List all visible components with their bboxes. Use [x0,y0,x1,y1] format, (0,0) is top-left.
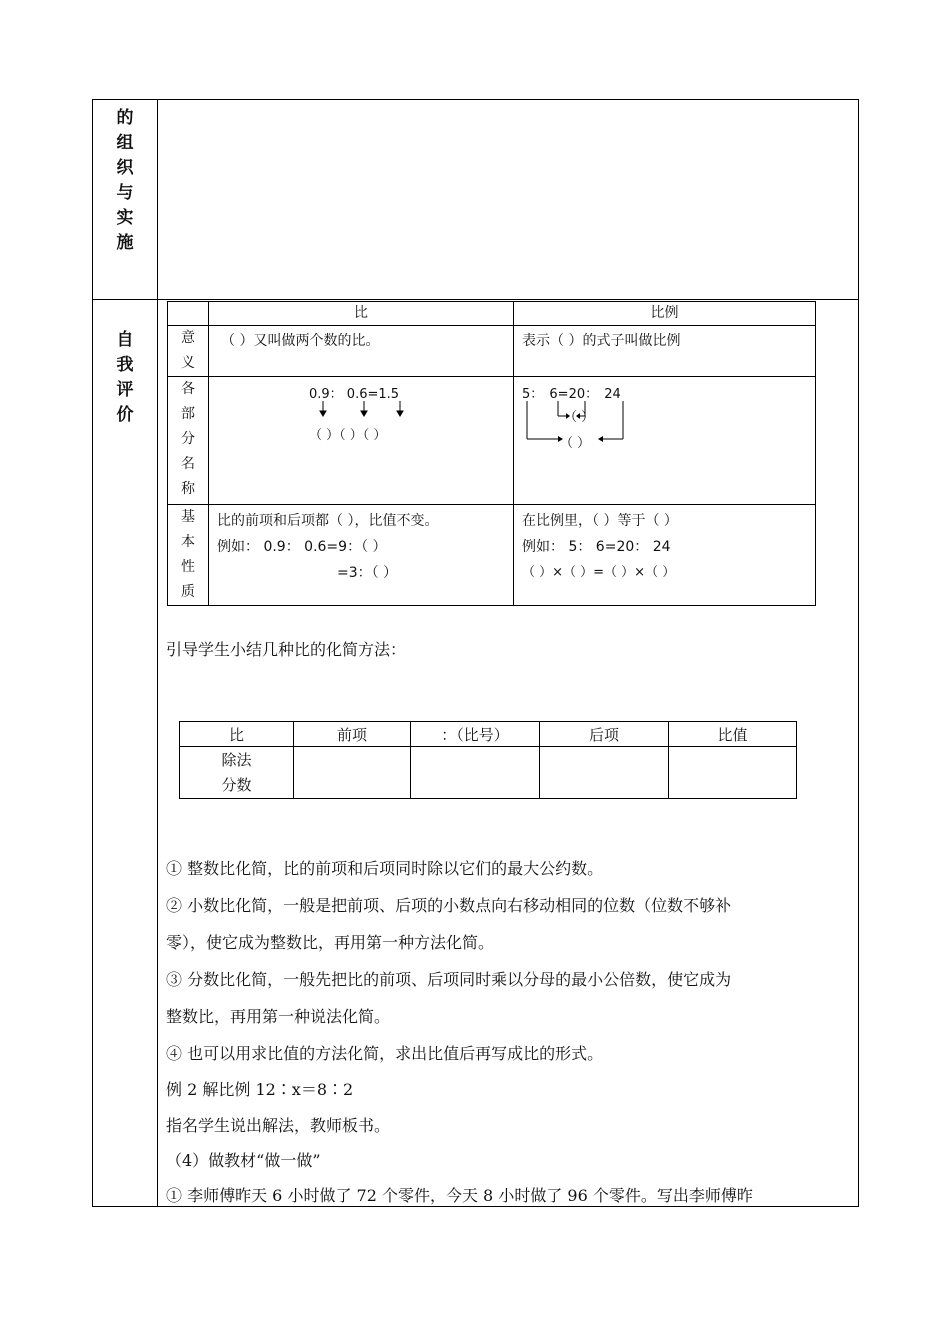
label-char: 质 [181,584,195,600]
parts-bi [209,377,514,505]
label-char: 性 [181,559,195,575]
header-bi: 比 [209,302,514,326]
property-bili-line: 在比例里，（ ）等于（ ） [522,513,678,529]
ratio-terms-table [179,721,797,799]
side-char: 价 [116,405,134,425]
header-empty-cell [168,302,209,326]
paragraph: 指名学生说出解法，教师板书。 [166,1116,391,1135]
side-char: 实 [116,208,134,228]
label-char: 基 [181,509,195,525]
side-char: 自 [116,330,134,350]
side-char: 织 [116,158,134,178]
header-ratio-sign: ：（比号） [411,722,540,747]
header-ratio-value: 比值 [669,722,797,747]
parts-blanks: （ ）（ ）（ ） [309,428,387,443]
column-divider [157,100,158,1206]
row-label-cell [180,747,294,799]
label-char: 部 [181,406,195,422]
header-ratio: 比 [180,722,294,747]
meaning-bili: 表示（ ）的式子叫做比例 [514,326,816,377]
paragraph: 例 2 解比例 12∶x＝8∶2 [166,1080,354,1099]
label-char: 分 [181,431,195,447]
side-char: 组 [116,133,134,153]
property-bi-line: 例如： 0.9： 0.6=9：（ ） [217,539,387,555]
side-char: 施 [116,233,134,253]
paragraph: ③ 分数比化简，一般先把比的前项、后项同时乘以分母的最小公倍数，使它成为 [166,970,732,989]
intro-text: 引导学生小结几种比的化简方法： [166,640,407,659]
empty-cell [294,747,411,799]
paragraph: ① 整数比化简，比的前项和后项同时除以它们的最大公约数。 [166,859,604,878]
row-label-division: 除法 [221,750,252,769]
section-label-self-evaluation [93,328,157,428]
row-label-fraction: 分数 [221,775,252,794]
header-bili: 比例 [514,302,816,326]
paragraph: （4）做教材“做一做” [166,1151,321,1170]
ratio-proportion-table [167,301,816,606]
side-char: 我 [116,355,134,375]
paragraph: ② 小数比化简，一般是把前项、后项的小数点向右移动相同的位数（位数不够补 [166,896,732,915]
row-divider [93,299,858,300]
paragraph: 整数比，再用第一种说法化简。 [166,1007,391,1026]
label-char: 名 [181,456,195,472]
parts-bili [514,377,816,505]
meaning-bi: （ ）又叫做两个数的比。 [209,326,514,377]
property-bili-line: 例如： 5： 6=20： 24 [522,539,671,555]
paragraph: ① 李师傅昨天 6 小时做了 72 个零件，今天 8 小时做了 96 个零件。写出李师傅昨 [166,1186,753,1205]
paragraph: ④ 也可以用求比值的方法化简，求出比值后再写成比的形式。 [166,1044,604,1063]
ratio-expression: 0.9： 0.6=1.5 [309,387,400,402]
arrows-down-icon [309,399,429,419]
empty-cell [540,747,669,799]
property-bi [209,505,514,606]
section-label-implementation [93,106,157,256]
property-bi-line: 比的前项和后项都（ ），比值不变。 [217,513,439,529]
property-bili [514,505,816,606]
header-antecedent: 前项 [294,722,411,747]
side-char: 的 [116,108,134,128]
inner-blank: （ ） [564,410,595,425]
row-label-property [168,505,209,606]
property-bi-line: =3：（ ） [337,565,398,581]
row-label-parts [168,377,209,505]
label-char: 各 [181,381,195,397]
label-char: 意 [181,330,195,346]
side-char: 与 [116,183,134,203]
label-char: 义 [181,355,195,371]
header-consequent: 后项 [540,722,669,747]
paragraph: 零），使它成为整数比，再用第一种方法化简。 [166,933,495,952]
empty-cell [669,747,797,799]
side-char: 评 [116,380,134,400]
proportion-expression: 5： 6=20： 24 [522,387,621,402]
outer-blank: （ ） [560,436,591,451]
label-char: 称 [181,481,195,497]
label-char: 本 [181,534,195,550]
row-label-meaning [168,326,209,377]
empty-cell [411,747,540,799]
property-bili-line: （ ）×（ ）=（ ）×（ ） [522,565,676,580]
